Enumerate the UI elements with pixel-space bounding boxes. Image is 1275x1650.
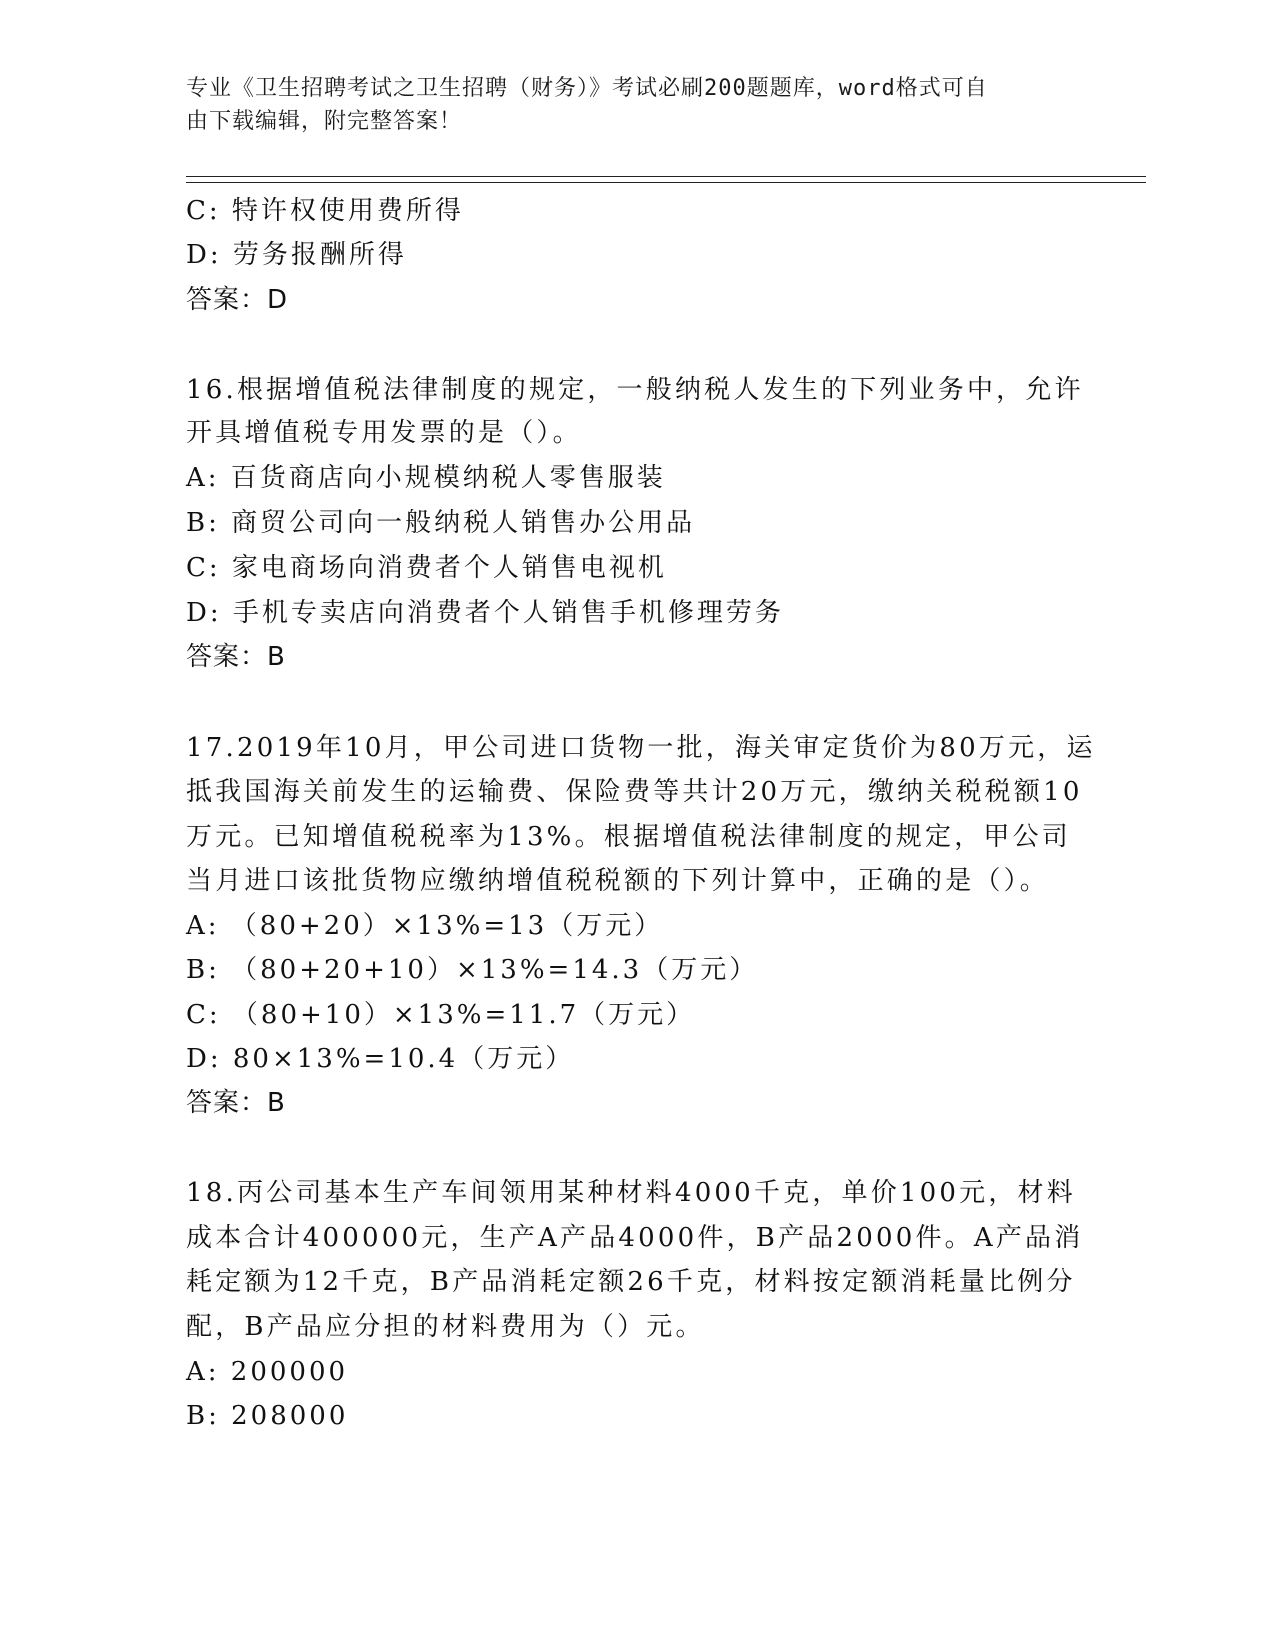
q17-stem-line-4: 当月进口该批货物应缴纳增值税税额的下列计算中，正确的是（）。 [186, 866, 1050, 896]
q15-answer: 答案：D [186, 285, 289, 315]
q17-answer: 答案：B [186, 1088, 286, 1118]
q17-stem-line-3: 万元。已知增值税税率为13%。根据增值税法律制度的规定，甲公司 [186, 822, 1071, 852]
q18-stem-line-2: 成本合计400000元，生产A产品4000件，B产品2000件。A产品消 [186, 1223, 1084, 1253]
q15-option-c: C: 特许权使用费所得 [186, 196, 464, 226]
q17-option-b: B: （80+20+10）×13%=14.3（万元） [186, 955, 759, 985]
q18-stem-line-3: 耗定额为12千克，B产品消耗定额26千克，材料按定额消耗量比例分 [186, 1267, 1076, 1297]
q17-stem-line-1: 17.2019年10月，甲公司进口货物一批，海关审定货价为80万元，运 [186, 733, 1096, 763]
header-divider-top [186, 176, 1146, 177]
q17-option-d: D: 80×13%=10.4（万元） [186, 1044, 575, 1074]
header-divider-bottom [186, 182, 1146, 183]
header-line-1: 专业《卫生招聘考试之卫生招聘（财务）》考试必刷200题题库，word格式可自 [186, 76, 988, 101]
q16-option-c: C: 家电商场向消费者个人销售电视机 [186, 553, 667, 583]
q17-option-c: C: （80+10）×13%=11.7（万元） [186, 1000, 696, 1030]
q18-stem-line-1: 18.丙公司基本生产车间领用某种材料4000千克，单价100元，材料 [186, 1178, 1076, 1208]
q17-stem-line-2: 抵我国海关前发生的运输费、保险费等共计20万元，缴纳关税税额10 [186, 777, 1083, 807]
q18-stem-line-4: 配，B产品应分担的材料费用为（）元。 [186, 1312, 705, 1342]
q16-option-b: B: 商贸公司向一般纳税人销售办公用品 [186, 508, 696, 538]
header-line-2: 由下载编辑，附完整答案！ [186, 109, 463, 134]
q16-option-d: D: 手机专卖店向消费者个人销售手机修理劳务 [186, 598, 784, 628]
q18-option-a: A: 200000 [186, 1357, 349, 1387]
q16-stem-line-2: 开具增值税专用发票的是（）。 [186, 418, 582, 448]
q16-stem-line-1: 16.根据增值税法律制度的规定，一般纳税人发生的下列业务中，允许 [186, 375, 1084, 405]
q16-option-a: A: 百货商店向小规模纳税人零售服装 [186, 463, 666, 493]
q16-answer: 答案：B [186, 642, 286, 672]
q15-option-d: D: 劳务报酬所得 [186, 240, 407, 270]
q18-option-b: B: 208000 [186, 1401, 349, 1431]
q17-option-a: A: （80+20）×13%=13（万元） [186, 911, 664, 941]
document-header [186, 72, 1066, 138]
